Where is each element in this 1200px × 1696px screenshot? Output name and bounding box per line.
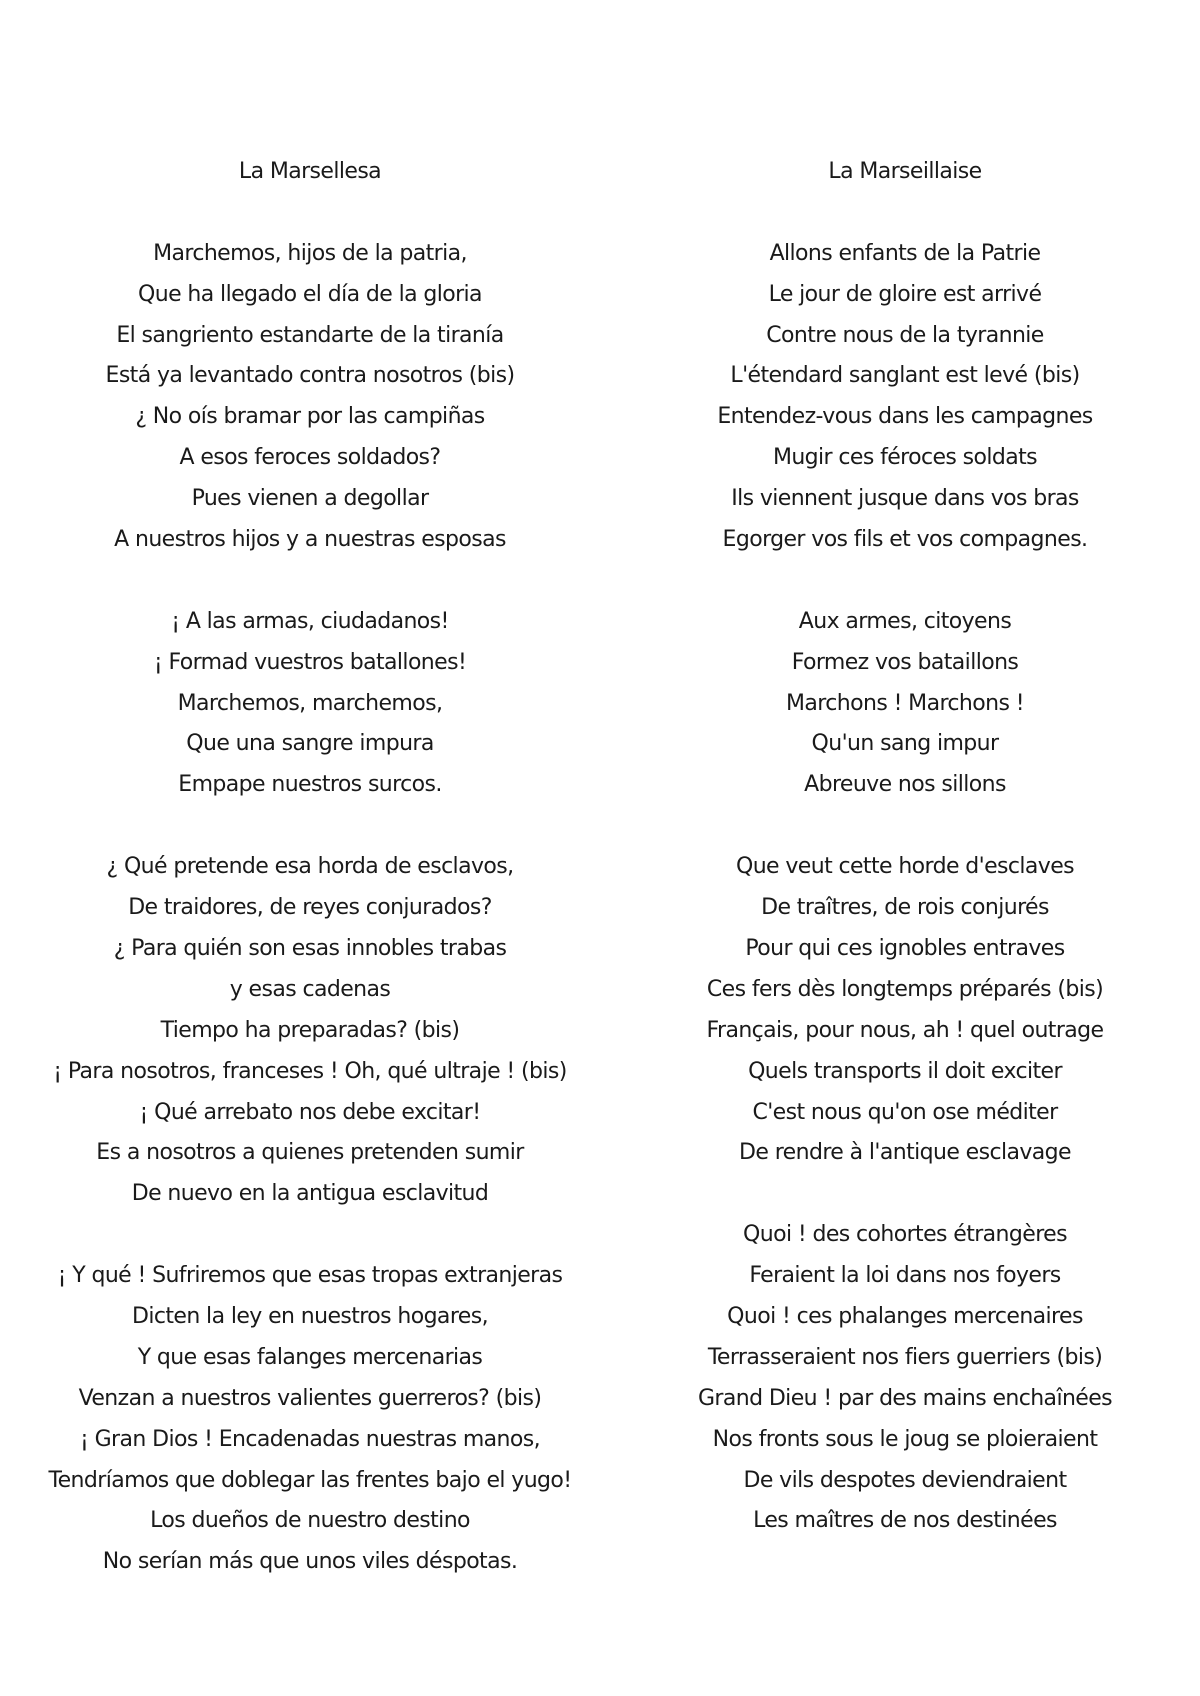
french-verse-line: Abreuve nos sillons xyxy=(804,772,1006,798)
spanish-verse-line: ¡ Qué arrebato nos debe excitar! xyxy=(139,1099,481,1125)
french-column xyxy=(620,152,1190,1583)
french-verse-line: De vils despotes deviendraient xyxy=(743,1467,1067,1493)
french-verse-line: De traîtres, de rois conjurés xyxy=(761,895,1049,921)
spanish-verse-line: ¡ Para nosotros, franceses ! Oh, qué ultraje ! (bis) xyxy=(53,1058,567,1084)
french-verse-line: Entendez-vous dans les campagnes xyxy=(717,404,1093,430)
spanish-verse-line: Marchemos, hijos de la patria, xyxy=(153,240,467,266)
spanish-verse-line: ¿ No oís bramar por las campiñas xyxy=(135,404,485,430)
spanish-verse-line: ¡ Formad vuestros batallones! xyxy=(153,649,467,675)
french-verse-line: Pour qui ces ignobles entraves xyxy=(745,935,1065,961)
french-verse-line: C'est nous qu'on ose méditer xyxy=(752,1099,1058,1125)
french-verse-line: Contre nous de la tyrannie xyxy=(766,322,1044,348)
spanish-verse-line: Pues vienen a degollar xyxy=(191,486,429,512)
spanish-verse-line: Dicten la ley en nuestros hogares, xyxy=(132,1303,488,1329)
french-verse-line: Grand Dieu ! par des mains enchaînées xyxy=(697,1385,1113,1411)
spanish-verse-line: Y que esas falanges mercenarias xyxy=(137,1344,483,1370)
spanish-stanza xyxy=(30,847,590,1215)
french-verse-line: Terrasseraient nos fiers guerriers (bis) xyxy=(707,1344,1103,1370)
spanish-title: La Marsellesa xyxy=(238,159,382,184)
french-verse-line: Nos fronts sous le joug se ploieraient xyxy=(712,1426,1098,1452)
french-verse-line: Quoi ! ces phalanges mercenaires xyxy=(727,1303,1083,1329)
spanish-verse-line: De traidores, de reyes conjurados? xyxy=(128,895,492,921)
french-verse-line: Français, pour nous, ah ! quel outrage xyxy=(706,1017,1104,1043)
french-stanza xyxy=(620,602,1190,806)
french-verse-line: Marchons ! Marchons ! xyxy=(786,690,1024,716)
french-verse-line: Les maîtres de nos destinées xyxy=(753,1508,1057,1534)
spanish-verse-line: Los dueños de nuestro destino xyxy=(150,1508,470,1534)
spanish-stanza xyxy=(30,1256,590,1583)
french-verse-line: Quoi ! des cohortes étrangères xyxy=(743,1222,1067,1248)
french-verse-line: Aux armes, citoyens xyxy=(798,608,1012,634)
spanish-verse-line: A esos feroces soldados? xyxy=(179,445,441,471)
french-verse-line: Egorger vos fils et vos compagnes. xyxy=(722,527,1088,553)
french-verse-line: Quels transports il doit exciter xyxy=(748,1058,1062,1084)
french-verse-line: Allons enfants de la Patrie xyxy=(769,240,1041,266)
french-verse-line: De rendre à l'antique esclavage xyxy=(739,1140,1071,1166)
spanish-verse-line: ¡ Y qué ! Sufriremos que esas tropas extranjeras xyxy=(57,1263,563,1289)
spanish-verse-line: A nuestros hijos y a nuestras esposas xyxy=(114,527,506,553)
french-verse-line: Le jour de gloire est arrivé xyxy=(768,281,1042,307)
french-verse-line: Ces fers dès longtemps préparés (bis) xyxy=(706,976,1104,1002)
french-verse-line: Mugir ces féroces soldats xyxy=(772,445,1038,471)
spanish-verse-line: ¡ A las armas, ciudadanos! xyxy=(171,608,449,634)
french-verse-line: L'étendard sanglant est levé (bis) xyxy=(730,363,1080,389)
spanish-stanza xyxy=(30,234,590,561)
spanish-verse-line: ¿ Qué pretende esa horda de esclavos, xyxy=(106,854,514,880)
spanish-stanzas xyxy=(30,234,590,1583)
spanish-verse-line: Tendríamos que doblegar las frentes bajo el yugo! xyxy=(48,1467,572,1493)
spanish-verse-line: No serían más que unos viles déspotas. xyxy=(102,1549,518,1575)
spanish-verse-line: De nuevo en la antigua esclavitud xyxy=(131,1181,489,1207)
spanish-verse-line: Que ha llegado el día de la gloria xyxy=(138,281,482,307)
spanish-verse-line: ¡ Gran Dios ! Encadenadas nuestras manos, xyxy=(79,1426,540,1452)
french-title: La Marseillaise xyxy=(828,159,982,184)
spanish-verse-line: Está ya levantado contra nosotros (bis) xyxy=(105,363,515,389)
spanish-verse-line: Marchemos, marchemos, xyxy=(177,690,443,716)
french-verse-line: Que veut cette horde d'esclaves xyxy=(736,854,1074,880)
spanish-stanza xyxy=(30,602,590,806)
spanish-verse-line: ¿ Para quién son esas innobles trabas xyxy=(113,935,507,961)
french-verse-line: Ils viennent jusque dans vos bras xyxy=(731,486,1079,512)
french-stanzas xyxy=(620,234,1190,1543)
french-verse-line: Qu'un sang impur xyxy=(811,731,999,757)
spanish-verse-line: Empape nuestros surcos. xyxy=(178,772,442,798)
french-stanza xyxy=(620,1215,1190,1542)
spanish-column xyxy=(30,152,590,1624)
french-verse-line: Feraient la loi dans nos foyers xyxy=(749,1263,1061,1289)
french-stanza xyxy=(620,847,1190,1174)
spanish-verse-line: Es a nosotros a quienes pretenden sumir xyxy=(96,1140,524,1166)
spanish-verse-line: Tiempo ha preparadas? (bis) xyxy=(160,1017,460,1043)
spanish-verse-line: El sangriento estandarte de la tiranía xyxy=(116,322,504,348)
spanish-verse-line: y esas cadenas xyxy=(229,976,391,1002)
spanish-verse-line: Que una sangre impura xyxy=(186,731,434,757)
spanish-verse-line: Venzan a nuestros valientes guerreros? (bis) xyxy=(78,1385,542,1411)
french-stanza xyxy=(620,234,1190,561)
french-verse-line: Formez vos bataillons xyxy=(791,649,1019,675)
